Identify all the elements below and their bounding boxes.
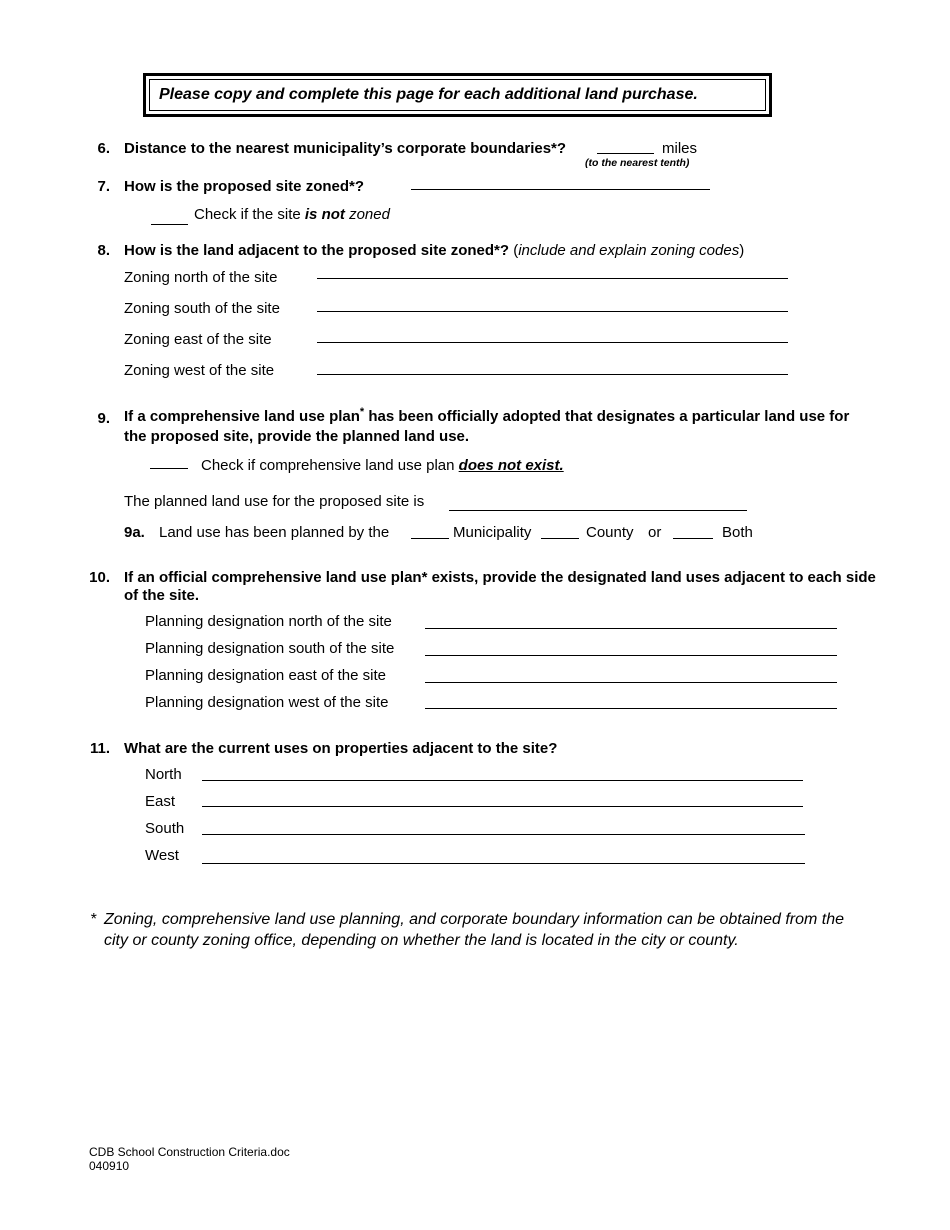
- q11-row-south-label: South: [145, 820, 185, 837]
- q11-row-east-label: East: [145, 793, 176, 810]
- q10-row-south-label: Planning designation south of the site: [145, 640, 395, 657]
- q9-number: 9.: [97, 410, 110, 427]
- q9-text-b: has been officially adopted that designates a particular land use for: [364, 408, 850, 425]
- q10-row-north-label: Planning designation north of the site: [145, 613, 392, 630]
- q9a-number: 9a.: [124, 524, 145, 541]
- q10-west-field[interactable]: [425, 708, 837, 709]
- q10-number: 10.: [89, 569, 110, 586]
- q9-planned-label: The planned land use for the proposed site is: [124, 493, 425, 510]
- q7-check-label: [194, 206, 390, 223]
- q8-west-field[interactable]: [317, 374, 788, 375]
- q10-north-field[interactable]: [425, 628, 837, 629]
- q8-number: 8.: [97, 242, 110, 259]
- q9-no-plan-checkbox[interactable]: [150, 468, 188, 469]
- q9a-text: Land use has been planned by the: [159, 524, 390, 541]
- q9-check-pre: Check if comprehensive land use plan: [201, 457, 455, 474]
- q7-zoning-field[interactable]: [411, 189, 710, 190]
- q6-text: Distance to the nearest municipality’s corporate boundaries*?: [124, 140, 567, 157]
- q8-north-field[interactable]: [317, 278, 788, 279]
- footnote-star: *: [90, 911, 97, 928]
- q7-check-bold: is not: [304, 206, 345, 223]
- q8-row-west-label: Zoning west of the site: [124, 362, 275, 379]
- q8-paren-close: ): [739, 242, 745, 259]
- footnote-line2: city or county zoning office, depending on whether the land is located in the city or county.: [104, 932, 739, 949]
- q8-paren-text: include and explain zoning codes: [518, 242, 740, 259]
- q10-row-west-label: Planning designation west of the site: [145, 694, 389, 711]
- q6-number: 6.: [97, 140, 110, 157]
- q7-text: How is the proposed site zoned*?: [124, 178, 365, 195]
- q8-row-south-label: Zoning south of the site: [124, 300, 280, 317]
- q7-not-zoned-checkbox[interactable]: [151, 224, 188, 225]
- q11-south-field[interactable]: [202, 834, 805, 835]
- q9-check-emph: does not exist.: [458, 457, 564, 474]
- q9a-county-checkbox[interactable]: [541, 538, 579, 539]
- q10-east-field[interactable]: [425, 682, 837, 683]
- q8-text: How is the land adjacent to the proposed site zoned*?: [124, 242, 510, 259]
- q9-star: *: [359, 406, 365, 418]
- q9a-both-checkbox[interactable]: [673, 538, 713, 539]
- banner-text: Please copy and complete this page for each additional land purchase.: [159, 86, 698, 103]
- q7-check-post: zoned: [349, 206, 390, 223]
- q9-check-label: [201, 457, 564, 474]
- q7-check-pre: Check if the site: [194, 206, 301, 223]
- q7-number: 7.: [97, 178, 110, 195]
- q11-text: What are the current uses on properties adjacent to the site?: [124, 740, 558, 757]
- q11-number: 11.: [89, 740, 110, 757]
- q11-north-field[interactable]: [202, 780, 803, 781]
- q8-paren-open: (: [513, 242, 519, 259]
- q6-distance-field[interactable]: [597, 153, 654, 154]
- q9a-opt-both: Both: [722, 524, 753, 541]
- footnote-line1: Zoning, comprehensive land use planning, and corporate boundary information can be obtained from the: [104, 911, 845, 928]
- q11-west-field[interactable]: [202, 863, 805, 864]
- q10-text-b: of the site.: [124, 587, 200, 604]
- q9a-opt-municipality: Municipality: [453, 524, 532, 541]
- q10-text-a: If an official comprehensive land use plan* exists, provide the designated land uses adjacent to each side: [124, 569, 876, 586]
- q11-row-north-label: North: [145, 766, 182, 783]
- q9a-opt-county: County: [586, 524, 634, 541]
- footer-code: 040910: [89, 1159, 130, 1173]
- q6-unit: miles: [662, 140, 698, 157]
- q9a-or: or: [648, 524, 662, 541]
- q11-east-field[interactable]: [202, 806, 803, 807]
- q9-planned-use-field[interactable]: [449, 510, 747, 511]
- q8-east-field[interactable]: [317, 342, 788, 343]
- instruction-banner: [143, 73, 772, 117]
- q9-text-a: If a comprehensive land use plan: [124, 408, 360, 425]
- q8-row-north-label: Zoning north of the site: [124, 269, 278, 286]
- q6-note: (to the nearest tenth): [585, 157, 690, 169]
- q8-heading: [124, 242, 744, 259]
- footer-filename: CDB School Construction Criteria.doc: [89, 1145, 290, 1159]
- q9-line1: [124, 406, 849, 425]
- q11-row-west-label: West: [145, 847, 179, 864]
- q9-text-c: the proposed site, provide the planned land use.: [124, 428, 470, 445]
- q9a-municipality-checkbox[interactable]: [411, 538, 449, 539]
- q10-south-field[interactable]: [425, 655, 837, 656]
- q8-south-field[interactable]: [317, 311, 788, 312]
- q8-row-east-label: Zoning east of the site: [124, 331, 272, 348]
- q10-row-east-label: Planning designation east of the site: [145, 667, 387, 684]
